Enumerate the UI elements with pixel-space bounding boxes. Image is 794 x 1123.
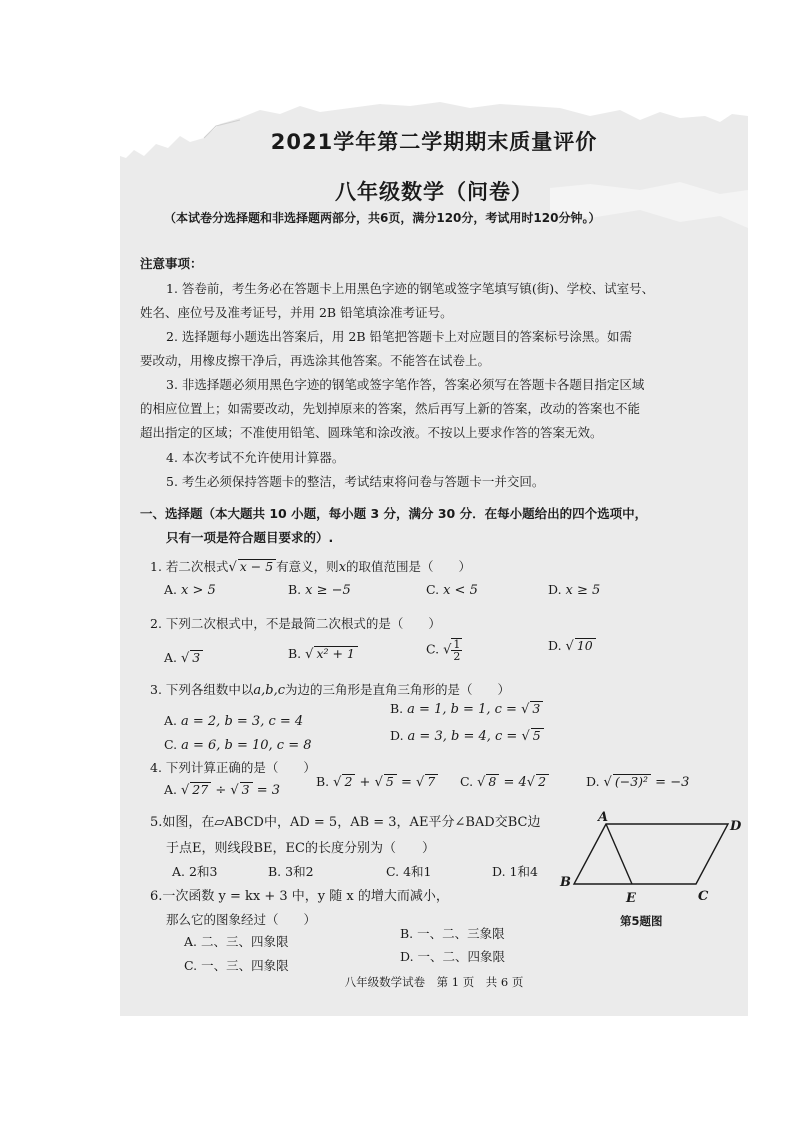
question-5-option-a[interactable]: A. 2和3 — [172, 864, 218, 879]
question-5-option-b[interactable]: B. 3和2 — [268, 864, 314, 879]
exam-subtitle: 八年级数学（问卷） — [335, 180, 533, 204]
exam-paper-photo — [120, 98, 748, 1016]
question-6-option-b[interactable]: B. 一、二、三象限 — [400, 926, 505, 941]
question-5-stem-cont: 于点E，则线段BE，EC的长度分别为（ ） — [166, 841, 435, 856]
exam-note: （本试卷分选择题和非选择题两部分，共6页，满分120分，考试用时120分钟。） — [164, 211, 601, 225]
instruction-line: 4. 本次考试不允许使用计算器。 — [166, 450, 345, 465]
question-3-option-a[interactable]: A. a = 2, b = 3, c = 4 — [164, 713, 304, 729]
question-3-option-b[interactable]: B. a = 1, b = 1, c = √ 3 — [390, 701, 543, 716]
instruction-line: 超出指定的区域；不准使用铅笔、圆珠笔和涂改液。不按以上要求作答的答案无效。 — [140, 425, 603, 440]
question-4-option-d[interactable]: D. √ (−3)² = −3 — [586, 774, 690, 790]
section-heading-cont: 只有一项是符合题目要求的）. — [166, 530, 334, 545]
question-4-option-a[interactable]: A. √ 27 ÷ √ 3 = 3 — [164, 782, 281, 798]
question-1-stem: 1. 若二次根式√ x − 5 有意义，则x的取值范围是（ ） — [150, 559, 472, 575]
question-3-option-d[interactable]: D. a = 3, b = 4, c = √ 5 — [390, 728, 544, 743]
question-6-option-d[interactable]: D. 一、二、四象限 — [400, 949, 506, 964]
vertex-label-c: C — [698, 889, 709, 904]
question-5-stem: 5.如图，在▱ABCD中，AD = 5，AB = 3，AE平分∠BAD交BC边 — [150, 815, 541, 830]
question-2-option-c[interactable]: C. √ $\frac{1}{2}$ — [426, 638, 461, 663]
instruction-line: 5. 考生必须保持答题卡的整洁，考试结束将问卷与答题卡一并交回。 — [166, 474, 545, 489]
question-6-stem: 6.一次函数 y = kx + 3 中，y 随 x 的增大而减小， — [150, 889, 449, 904]
question-5-option-d[interactable]: D. 1和4 — [492, 864, 538, 879]
figure-caption: 第5题图 — [620, 914, 663, 928]
question-6-option-a[interactable]: A. 二、三、四象限 — [184, 934, 289, 949]
parallelogram-figure — [560, 808, 740, 908]
question-2-stem: 2. 下列二次根式中，不是最简二次根式的是（ ） — [150, 616, 441, 631]
question-6-stem-cont: 那么它的图象经过（ ） — [166, 912, 317, 927]
instruction-line: 3. 非选择题必须用黑色字迹的钢笔或签字笔作答，答案必须写在答题卡各题目指定区域 — [166, 377, 645, 392]
instruction-line: 的相应位置上；如需要改动，先划掉原来的答案，然后再写上新的答案，改动的答案也不能 — [140, 401, 641, 416]
question-1-option-c[interactable]: C. x < 5 — [426, 582, 478, 598]
vertex-label-b: B — [560, 875, 571, 890]
vertex-label-e: E — [626, 891, 636, 906]
instruction-line: 1. 答卷前，考生务必在答题卡上用黑色字迹的钢笔或签字笔填写镇(街)、学校、试室号、 — [166, 281, 655, 296]
section-heading: 一、选择题（本大题共 10 小题，每小题 3 分，满分 30 分．在每小题给出的四个选项中， — [140, 506, 648, 521]
question-3-option-c[interactable]: C. a = 6, b = 10, c = 8 — [164, 737, 312, 753]
instruction-line: 要改动，用橡皮擦干净后，再选涂其他答案。不能答在试卷上。 — [140, 353, 491, 368]
question-1-option-a[interactable]: A. x > 5 — [164, 582, 216, 598]
question-1-option-b[interactable]: B. x ≥ −5 — [288, 582, 351, 598]
exam-title: 2021学年第二学期期末质量评价 — [270, 130, 598, 154]
question-4-option-b[interactable]: B. √ 2 + √ 5 = √ 7 — [316, 774, 438, 789]
question-6-option-c[interactable]: C. 一、三、四象限 — [184, 958, 289, 973]
question-2-option-b[interactable]: B. √ x² + 1 — [288, 646, 358, 661]
question-2-option-d[interactable]: D. √ 10 — [548, 638, 596, 653]
instructions-heading: 注意事项： — [140, 256, 203, 271]
question-5-option-c[interactable]: C. 4和1 — [386, 864, 432, 879]
question-4-stem: 4. 下列计算正确的是（ ） — [150, 760, 316, 775]
instruction-line: 姓名、座位号及准考证号，并用 2B 铅笔填涂准考证号。 — [140, 305, 453, 320]
question-3-stem: 3. 下列各组数中以a,b,c为边的三角形是直角三角形的是（ ） — [150, 682, 511, 698]
question-2-option-a[interactable]: A. √ 3 — [164, 650, 203, 665]
question-1-option-d[interactable]: D. x ≥ 5 — [548, 582, 601, 598]
page-footer: 八年级数学试卷 第 1 页 共 6 页 — [344, 975, 524, 989]
vertex-label-d: D — [730, 819, 742, 834]
vertex-label-a: A — [598, 810, 609, 825]
question-4-option-c[interactable]: C. √ 8 = 4√ 2 — [460, 774, 549, 789]
instruction-line: 2. 选择题每小题选出答案后，用 2B 铅笔把答题卡上对应题目的答案标号涂黑。如需 — [166, 329, 632, 344]
